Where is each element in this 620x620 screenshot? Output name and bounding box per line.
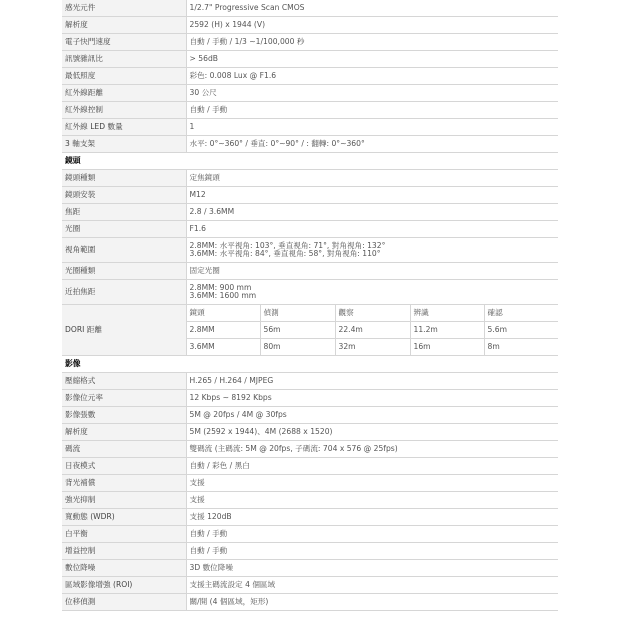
spec-value: 5M @ 20fps / 4M @ 30fps xyxy=(186,407,558,424)
spec-value: 自動 / 手動 xyxy=(186,543,558,560)
dori-header-cell: 確認 xyxy=(484,305,558,322)
spec-label: 解析度 xyxy=(62,424,186,441)
spec-value: 1 xyxy=(186,119,558,136)
spec-value: 自動 / 彩色 / 黑白 xyxy=(186,458,558,475)
table-row xyxy=(62,441,558,458)
dori-cell: 56m xyxy=(260,322,335,339)
table-row xyxy=(62,17,558,34)
spec-label: 壓縮格式 xyxy=(62,373,186,390)
spec-value: 3D 數位降噪 xyxy=(186,560,558,577)
dori-cell: 5.6m xyxy=(484,322,558,339)
table-row xyxy=(62,492,558,509)
table-row xyxy=(62,543,558,560)
view-line-28mm: 2.8MM: 水平視角: 103°, 垂直視角: 71°, 對角視角: 132° xyxy=(189,241,386,250)
table-row xyxy=(62,204,558,221)
table-row xyxy=(62,102,558,119)
spec-value: 5M (2592 x 1944)、4M (2688 x 1520) xyxy=(186,424,558,441)
spec-label: 影像位元率 xyxy=(62,390,186,407)
spec-value-multiline xyxy=(186,238,558,263)
table-row xyxy=(62,560,558,577)
table-row xyxy=(62,51,558,68)
section-title: 鏡頭 xyxy=(62,153,558,170)
spec-label: 日夜模式 xyxy=(62,458,186,475)
table-row xyxy=(62,407,558,424)
spec-value: H.265 / H.264 / MJPEG xyxy=(186,373,558,390)
table-row xyxy=(62,594,558,611)
spec-label: 影像張數 xyxy=(62,407,186,424)
spec-value: 自動 / 手動 xyxy=(186,102,558,119)
spec-label: 增益控制 xyxy=(62,543,186,560)
dori-cell: 11.2m xyxy=(410,322,484,339)
table-row xyxy=(62,187,558,204)
table-row xyxy=(62,509,558,526)
spec-value: 支援主碼流設定 4 個區域 xyxy=(186,577,558,594)
spec-label: 感光元件 xyxy=(62,0,186,17)
table-row xyxy=(62,475,558,492)
table-row xyxy=(62,0,558,17)
spec-value: 彩色: 0.008 Lux @ F1.6 xyxy=(186,68,558,85)
section-title: 影像 xyxy=(62,356,558,373)
spec-value: 定焦鏡頭 xyxy=(186,170,558,187)
table-row xyxy=(62,424,558,441)
dori-cell: 2.8MM xyxy=(186,322,260,339)
spec-value: > 56dB xyxy=(186,51,558,68)
table-row xyxy=(62,136,558,153)
spec-value: 支援 120dB xyxy=(186,509,558,526)
spec-label: 數位降噪 xyxy=(62,560,186,577)
spec-value: F1.6 xyxy=(186,221,558,238)
spec-label: 訊號雜訊比 xyxy=(62,51,186,68)
table-row xyxy=(62,68,558,85)
spec-label: 視角範圍 xyxy=(62,238,186,263)
spec-label: 背光補償 xyxy=(62,475,186,492)
spec-label: 光圈 xyxy=(62,221,186,238)
spec-label: 最低照度 xyxy=(62,68,186,85)
section-header-video xyxy=(62,356,558,373)
spec-label: 解析度 xyxy=(62,17,186,34)
spec-value: 雙碼流 (主碼流: 5M @ 20fps, 子碼流: 704 x 576 @ 25fps) xyxy=(186,441,558,458)
spec-value: 自動 / 手動 xyxy=(186,526,558,543)
near-line-36mm: 3.6MM: 1600 mm xyxy=(189,291,257,300)
table-row xyxy=(62,170,558,187)
spec-value: 自動 / 手動 / 1/3 ~1/100,000 秒 xyxy=(186,34,558,51)
dori-cell: 3.6MM xyxy=(186,339,260,356)
spec-label: 區域影像增強 (ROI) xyxy=(62,577,186,594)
view-line-36mm: 3.6MM: 水平視角: 84°, 垂直視角: 58°, 對角視角: 110° xyxy=(189,249,381,258)
spec-label: 紅外線控制 xyxy=(62,102,186,119)
spec-label: 鏡頭安裝 xyxy=(62,187,186,204)
table-row xyxy=(62,458,558,475)
spec-label: 白平衡 xyxy=(62,526,186,543)
spec-value-multiline xyxy=(186,280,558,305)
table-row xyxy=(62,34,558,51)
table-row xyxy=(62,390,558,407)
spec-label: 3 軸支架 xyxy=(62,136,186,153)
spec-value: 固定光圈 xyxy=(186,263,558,280)
table-row xyxy=(62,526,558,543)
spec-table xyxy=(62,0,558,611)
dori-header-cell: 辨識 xyxy=(410,305,484,322)
table-row xyxy=(62,577,558,594)
spec-label: 紅外線 LED 數量 xyxy=(62,119,186,136)
table-row xyxy=(62,280,558,305)
table-row xyxy=(62,221,558,238)
spec-value: 關/開 (4 個區域，矩形) xyxy=(186,594,558,611)
dori-cell: 16m xyxy=(410,339,484,356)
spec-label: 寬動態 (WDR) xyxy=(62,509,186,526)
table-row xyxy=(62,263,558,280)
section-header-lens xyxy=(62,153,558,170)
dori-header-row xyxy=(62,305,558,322)
dori-cell: 32m xyxy=(335,339,410,356)
spec-label: 強光抑制 xyxy=(62,492,186,509)
spec-label: 光圈種類 xyxy=(62,263,186,280)
spec-value: 2592 (H) x 1944 (V) xyxy=(186,17,558,34)
spec-label: 近拍焦距 xyxy=(62,280,186,305)
spec-label: DORI 距離 xyxy=(62,305,186,356)
dori-cell: 22.4m xyxy=(335,322,410,339)
spec-value: 支援 xyxy=(186,475,558,492)
table-row xyxy=(62,238,558,263)
spec-value: 水平: 0°~360° / 垂直: 0°~90° / : 翻轉: 0°~360° xyxy=(186,136,558,153)
dori-cell: 80m xyxy=(260,339,335,356)
spec-value: 12 Kbps ~ 8192 Kbps xyxy=(186,390,558,407)
spec-value: 1/2.7" Progressive Scan CMOS xyxy=(186,0,558,17)
spec-label: 電子快門速度 xyxy=(62,34,186,51)
near-line-28mm: 2.8MM: 900 mm xyxy=(189,283,252,292)
spec-label: 位移偵測 xyxy=(62,594,186,611)
spec-label: 鏡頭種類 xyxy=(62,170,186,187)
spec-value: 30 公尺 xyxy=(186,85,558,102)
spec-value: 支援 xyxy=(186,492,558,509)
spec-label: 碼流 xyxy=(62,441,186,458)
table-row xyxy=(62,373,558,390)
table-row xyxy=(62,85,558,102)
dori-cell: 8m xyxy=(484,339,558,356)
spec-label: 紅外線距離 xyxy=(62,85,186,102)
spec-label: 焦距 xyxy=(62,204,186,221)
table-row xyxy=(62,119,558,136)
dori-header-cell: 鏡頭 xyxy=(186,305,260,322)
dori-header-cell: 觀察 xyxy=(335,305,410,322)
spec-value: 2.8 / 3.6MM xyxy=(186,204,558,221)
dori-header-cell: 偵測 xyxy=(260,305,335,322)
spec-value: M12 xyxy=(186,187,558,204)
